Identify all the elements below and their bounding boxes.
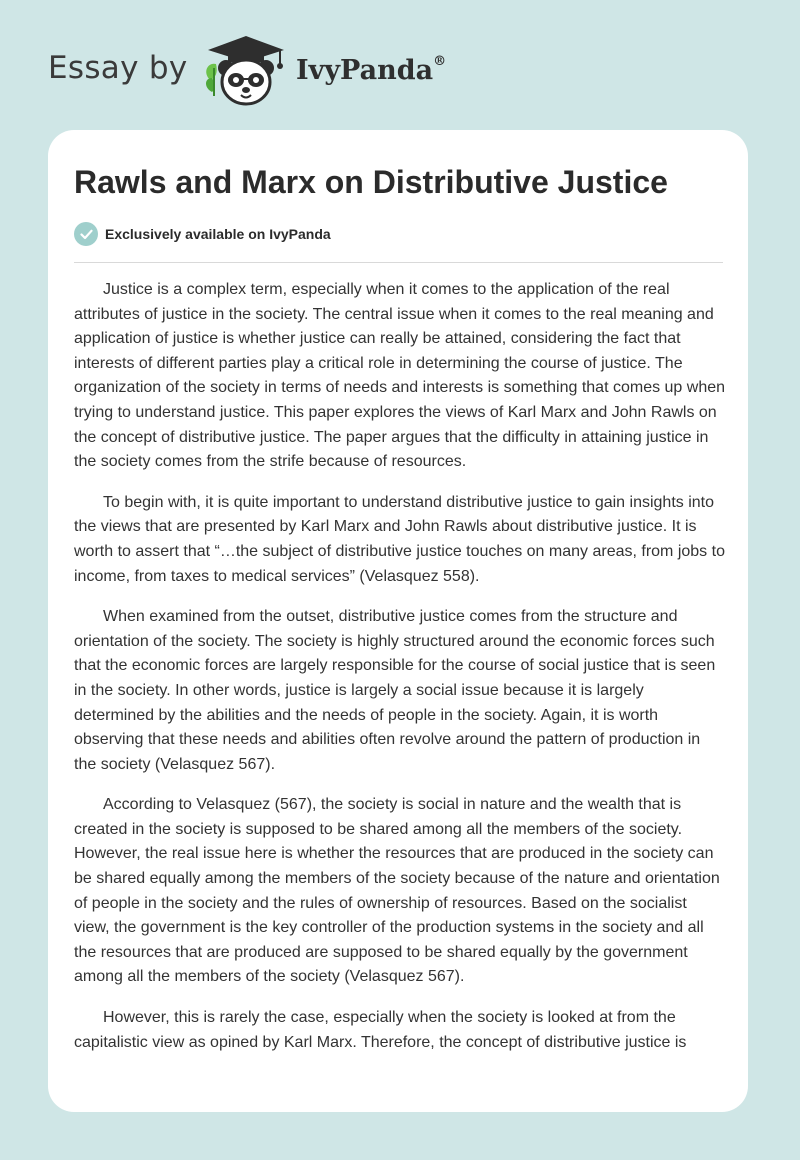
essay-by-label: Essay by: [48, 50, 188, 86]
exclusive-badge: [74, 222, 331, 246]
site-header: [0, 0, 800, 130]
paragraph: According to Velasquez (567), the society is social in nature and the wealth that is created in the society is supposed to be shared among all the members of the society. However, the real issue here is whether the resources that are produced in the society can be shared equally among the members of the society because of the nature and orientation of people in the society and the rules of ownership of resources. Based on the socialist view, the government is the key controller of the production systems in the society and all the resources that are produced are supposed to be shared equally by the government among all the members of the society (Velasquez 567).: [74, 796, 720, 986]
check-icon: [74, 222, 98, 246]
divider: [74, 262, 723, 263]
brand-name[interactable]: [296, 55, 446, 86]
registered-mark: ®: [433, 54, 447, 69]
brand-text: IvyPanda: [296, 55, 434, 86]
paragraph: To begin with, it is quite important to understand distributive justice to gain insights into the views that are presented by Karl Marx and John Rawls about distributive justice. It is worth to assert that “…the subject of distributive justice touches on many areas, from jobs to income, from taxes to medical services” (Velasquez 558).: [74, 493, 725, 585]
paragraph: However, this is rarely the case, especially when the society is looked at from the capitalistic view as opined by Karl Marx. Therefore, the concept of distributive justice is: [74, 1009, 687, 1051]
paragraph: When examined from the outset, distributive justice comes from the structure and orientation of the society. The society is highly structured around the economic forces such that the economic forces are largely responsible for the course of social justice that is seen in the society. In other words, justice is largely a social issue because it is largely determined by the abilities and the needs of people in the society. Again, it is worth observing that these needs and abilities often revolve around the pattern of production in the society (Velasquez 567).: [74, 608, 716, 773]
paragraph: Justice is a complex term, especially when it comes to the application of the real attributes of justice in the society. The central issue when it comes to the real meaning and application of justice is whether justice can really be attained, considering the fact that interests of different parties play a critical role in determining the course of justice. The organization of the society in terms of needs and interests is something that comes up when trying to understand justice. This paper explores the views of Karl Marx and John Rawls on the concept of distributive justice. The paper argues that the difficulty in attaining justice in the society comes from the strife because of resources.: [74, 281, 726, 471]
panda-graduate-icon[interactable]: [200, 34, 292, 108]
essay-card: [48, 130, 748, 1112]
badge-label: Exclusively available on IvyPanda: [105, 226, 331, 242]
page-title: Rawls and Marx on Distributive Justice: [74, 164, 668, 200]
essay-body: [74, 278, 726, 1071]
